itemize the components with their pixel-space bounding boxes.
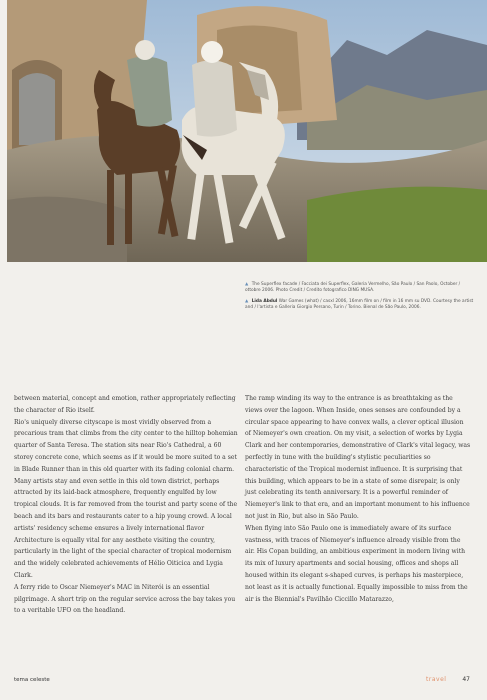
article-paragraph: The ramp winding its way to the entrance is as breathtaking as the views over the lagoon. When Inside, ones senses are confounded by a circular space appearing to have convex walls, a clever optical illusion of Niemeyer's own creation. On my visit, a selection of works by Lygia Clark and her contemporaries, demonstrative of Clark's vital legacy, was perfectly in tune with the building's stylistic peculiarities so characteristic of the Tropical modernist influence. It is surprising that this building, which appears to be in a state of some disrepair, is only just celebrating its tenth anniversary. It is a powerful reminder of Niemeyer's link to that era, and an important monument to his influence not just in Rio, but also in São Paulo.	[245, 395, 471, 520]
article-paragraph: Rio's uniquely diverse cityscape is most vividly observed from a precarious tram that climbs from the city center to the hilltop bohemian quarter of Santa Teresa. The station sits near Rio's Cathedral, a 60 storey concrete cone, which seems as if it would be more suited to a set in Blade Runner than in this old quarter with its fading colonial charm. Many artists stay and even settle in this old town district, perhaps attracted by its laid-back atmosphere, frequently engulfed by low tropical clouds. It is far removed from the tourist and party scene of the beach and its bars and restaurants cater to a hip young crowd. A local artists' residency scheme ensures a lively international flavor	[14, 418, 238, 532]
horsemen-photo-illustration	[7, 0, 487, 262]
caption-credit-two-text: War Games (what) / casxl 2006, 16mm film on / film in 16 mm su DVD. Courtesy the artist and / l'artista e Galleria Giorgio Persano, Turin / Torino. Bienal de São Paulo, 2006.	[245, 299, 474, 310]
caption-marker-icon: ▲	[245, 299, 249, 304]
caption-credit-one	[245, 282, 477, 294]
section-label: travel	[426, 676, 447, 683]
article-paragraph: When flying into São Paulo one is immediately aware of its surface vastness, with traces of Niemeyer's influence already visible from the air. His Copan building, an ambitious experiment in modern living with its mix of luxury apartments and social housing, offices and shops all housed within its elegant s-shaped curves, is perhaps his masterpiece, not least as it is actually functional. Equally impossible to miss from the air is the Biennial's Pavilhão Ciccillo Matarazzo,	[245, 524, 468, 603]
article-paragraph: between material, concept and emotion, rather appropriately reflecting the character of Rio itself.	[14, 395, 236, 414]
article-column-right	[245, 393, 471, 605]
caption-credit-one-text: The Superflex facade / Facciata dei Superflex, Galeria Vermelho, São Paulo / San Paolo, October / ottobre 2006. Photo Credit / Credito fotografico DING MUSA.	[245, 282, 461, 293]
article-paragraph: Architecture is equally vital for any aesthete visiting the country, particularly in the light of the special character of tropical modernism and the widely celebrated achievements of Hélio Oiticica and Lygia Clark.	[14, 536, 232, 579]
caption-artist-name: Lida Abdul	[251, 299, 278, 304]
caption-marker-icon: ▲	[245, 282, 249, 287]
page-number: 47	[462, 676, 470, 683]
photo-caption	[245, 282, 477, 316]
article-column-left	[14, 393, 240, 617]
caption-credit-two	[245, 299, 477, 311]
article-paragraph: A ferry ride to Oscar Niemeyer's MAC in Niterói is an essential pilgrimage. A short trip on the regular service across the bay takes you to a veritable UFO on the headland.	[14, 583, 236, 615]
feature-photo	[7, 0, 487, 262]
page-footer	[426, 676, 470, 683]
magazine-name: tema celeste	[14, 677, 50, 683]
